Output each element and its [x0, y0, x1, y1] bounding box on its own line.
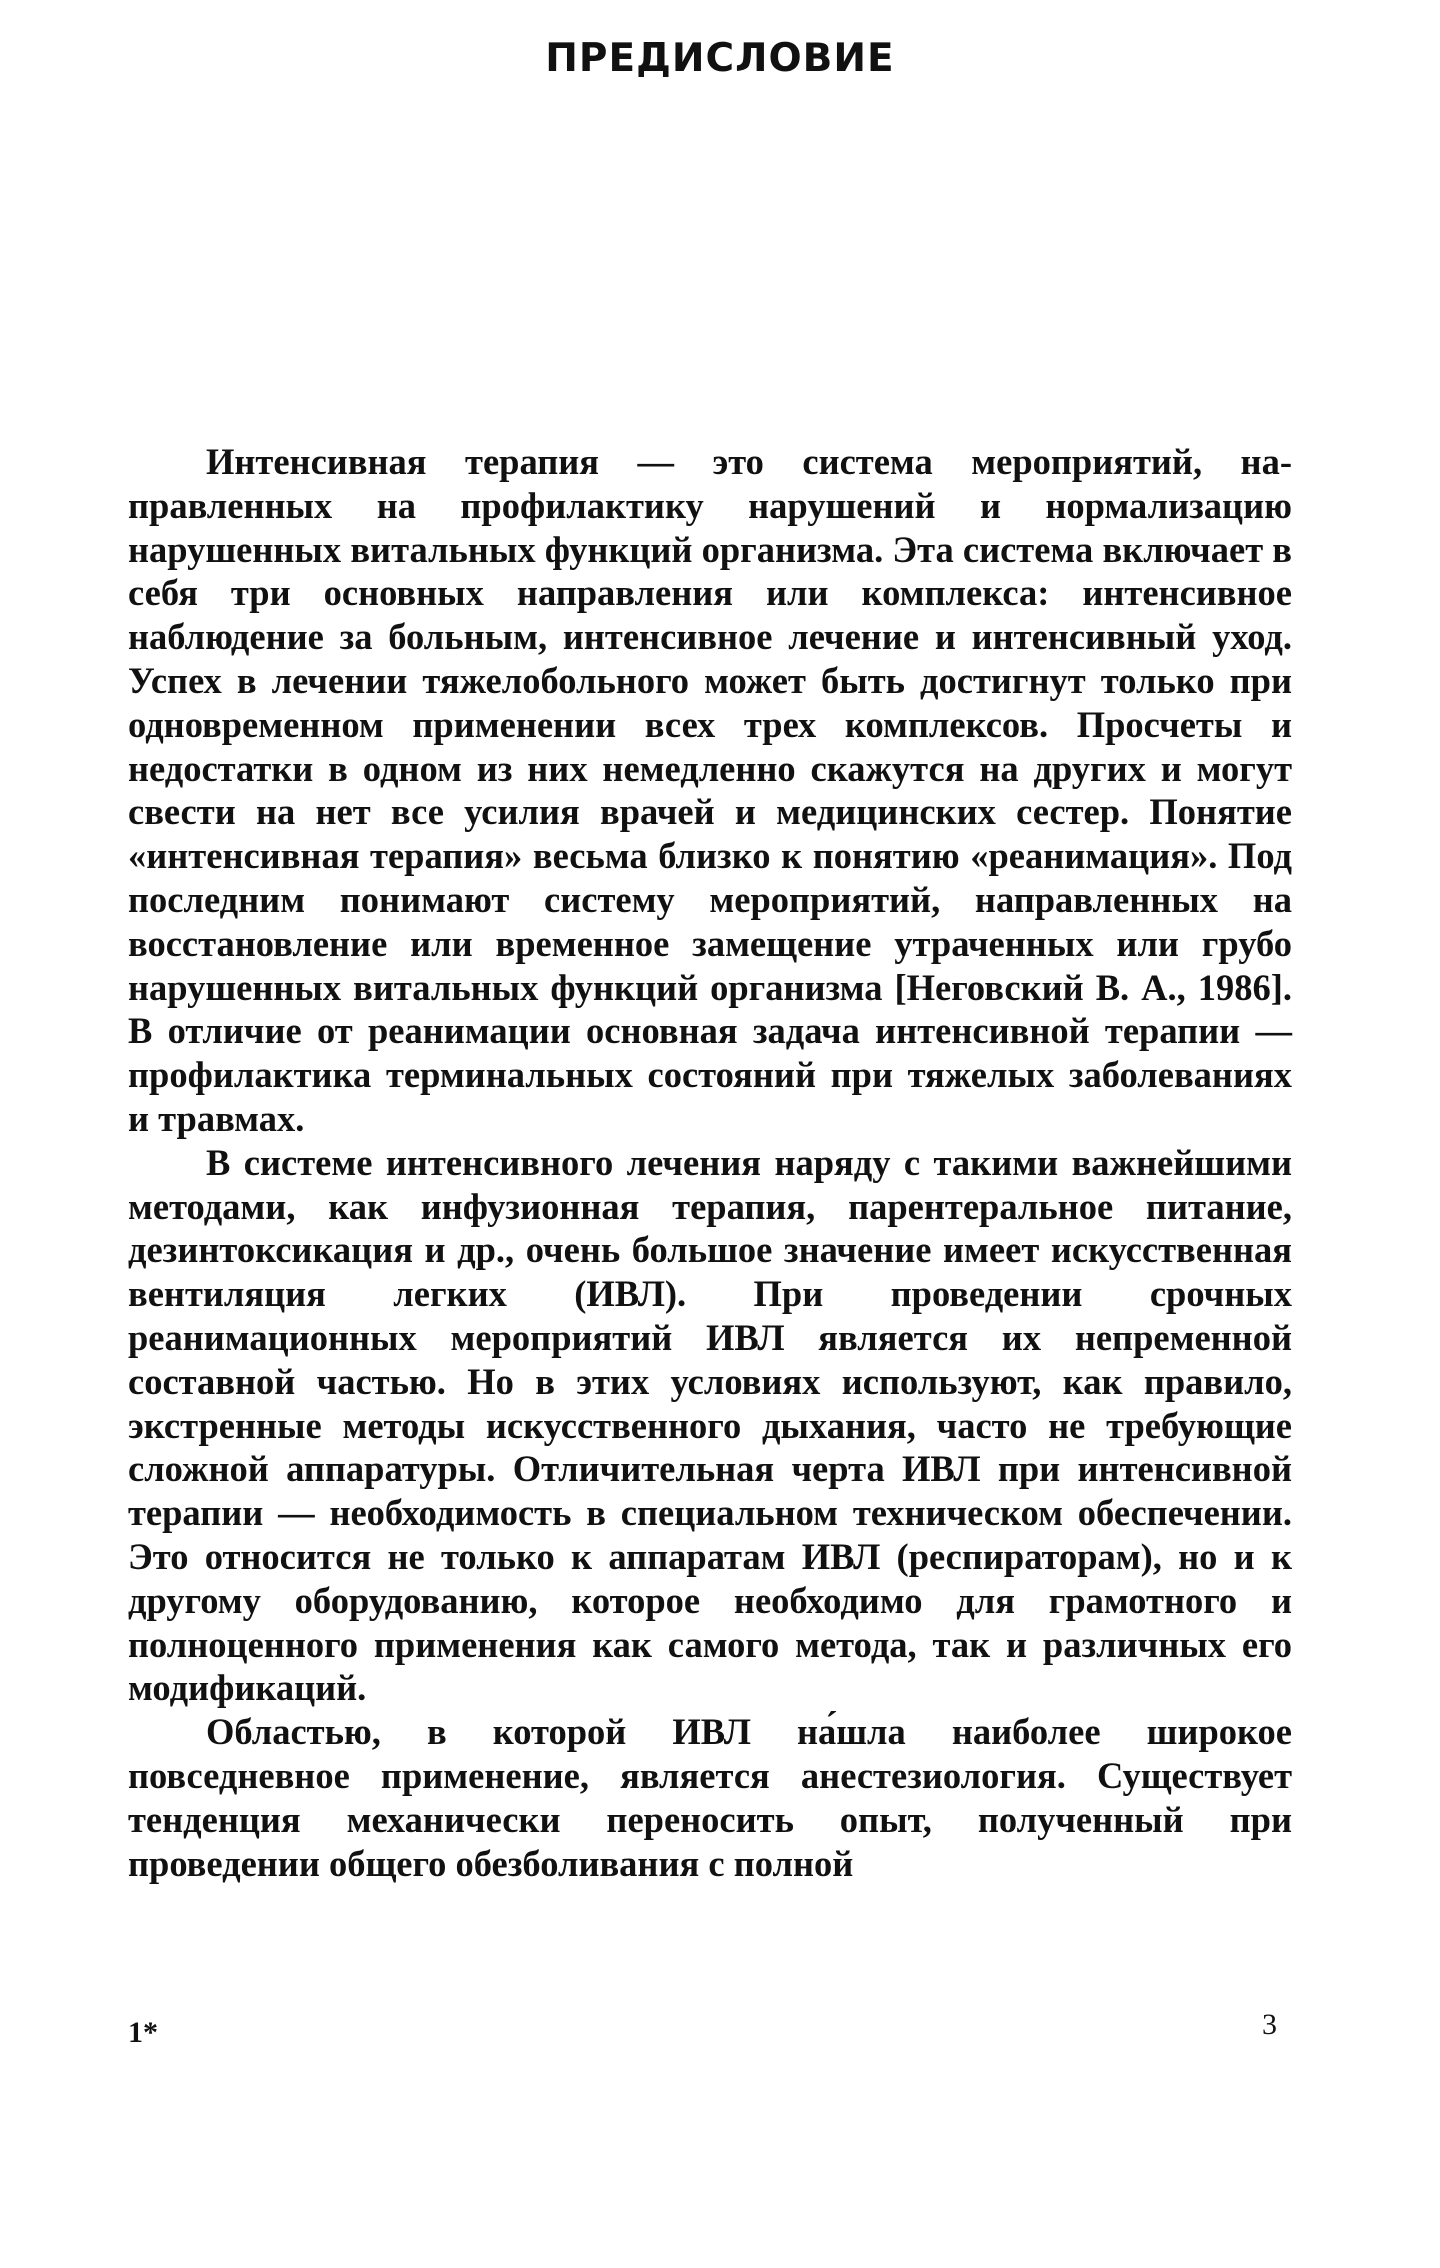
- chapter-title: ПРЕДИСЛОВИЕ: [545, 36, 895, 81]
- paragraph-3: Областью, в которой ИВЛ на́шла наиболее широкое повседневное применение, является анестезиология. Существует тенденция механически переносить опыт, полученный при проведении общего обезболивания с полной: [128, 1711, 1292, 1884]
- page-number: 3: [1262, 2008, 1277, 2041]
- body-text: [128, 440, 1292, 1885]
- paragraph-1: Интенсивная терапия — это система мероприятий, направленных на профилактику нарушений и нормализацию нарушенных витальных функций организма. Эта система включает в себя три основных направления или комплекса: интенсивное наблюдение за больным, интенсивное лечение и интенсивный уход. Успех в лечении тяжелобольного может быть достигнут только при одновременном применении всех трех комплексов. Просчеты и недостатки в одном из них немедленно скажутся на других и могут свести на нет все усилия врачей и медицинских сестер. Понятие «интенсивная терапия» весьма близко к понятию «реанимация». Под последним понимают систему мероприятий, направленных на восстановление или временное замещение утраченных или грубо нарушенных витальных функций организма [Неговский В. А., 1986]. В отличие от реанимации основная задача интенсивной терапии — профилактика терминальных состояний при тяжелых заболеваниях и травмах.: [128, 441, 1292, 1139]
- paragraph-2: В системе интенсивного лечения наряду с такими важнейшими методами, как инфузионная терапия, парентеральное питание, дезинтоксикация и др., очень большое значение имеет искусственная вентиляция легких (ИВЛ). При проведении срочных реанимационных мероприятий ИВЛ является их непременной составной частью. Но в этих условиях используют, как правило, экстренные методы искусственного дыхания, часто не требующие сложной аппаратуры. Отличительная черта ИВЛ при интенсивной терапии — необходимость в специальном техническом обеспечении. Это относится не только к аппаратам ИВЛ (респираторам), но и к другому оборудованию, которое необходимо для грамотного и полноценного применения как самого метода, так и различных его модификаций.: [128, 1141, 1292, 1709]
- printer-signature-mark: 1*: [128, 2016, 158, 2049]
